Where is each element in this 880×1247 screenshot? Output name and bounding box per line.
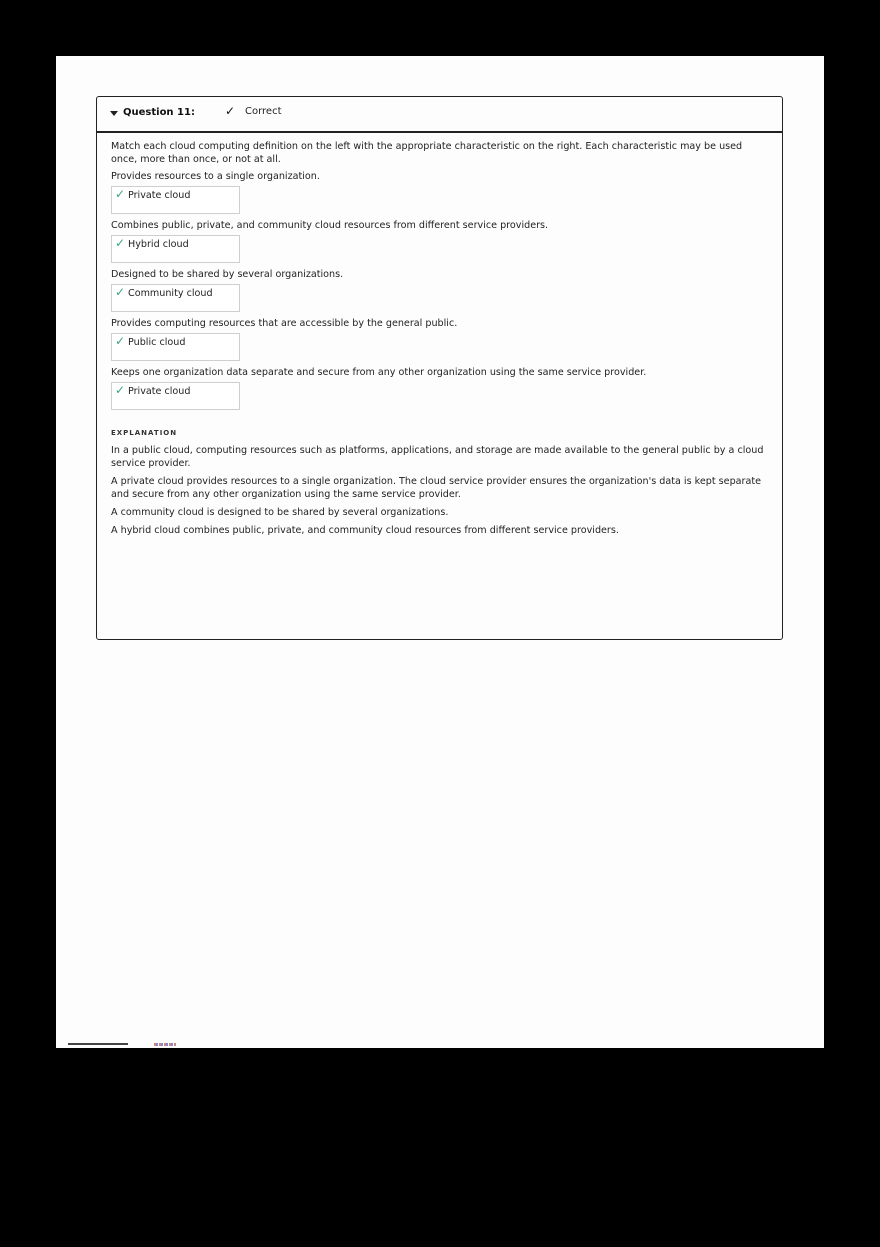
definition-text: Provides resources to a single organization. [111, 171, 320, 182]
explanation-paragraph: In a public cloud, computing resources such as platforms, applications, and storage are made available to the general public by a cloud service provider. [111, 445, 764, 469]
status-label: Correct [245, 106, 282, 117]
footer-artifact [154, 1043, 176, 1046]
question-body [97, 133, 782, 537]
definition-text: Provides computing resources that are accessible by the general public. [111, 318, 458, 329]
footer-rule [68, 1043, 128, 1045]
correct-check-icon: ✓ [115, 187, 126, 201]
question-header[interactable] [97, 97, 782, 133]
correct-check-icon: ✓ [115, 383, 126, 397]
definition-text: Combines public, private, and community cloud resources from different service providers. [111, 220, 549, 231]
answer-box[interactable] [111, 333, 240, 361]
correct-check-icon: ✓ [115, 236, 126, 250]
answer-label: Community cloud [128, 288, 213, 299]
answer-label: Private cloud [128, 190, 191, 201]
explanation-paragraph: A private cloud provides resources to a single organization. The cloud service provider ensures the organization's data is kept separate and secure from any other organization using the same service provider. [111, 476, 762, 500]
explanation-heading: EXPLANATION [111, 429, 178, 437]
answer-box[interactable] [111, 284, 240, 312]
explanation-paragraph: A community cloud is designed to be shared by several organizations. [111, 507, 449, 518]
checkmark-icon: ✓ [225, 104, 236, 118]
answer-label: Public cloud [128, 337, 186, 348]
explanation-paragraph: A hybrid cloud combines public, private, and community cloud resources from different service providers. [111, 525, 619, 536]
answer-box[interactable] [111, 186, 240, 214]
answer-label: Hybrid cloud [128, 239, 189, 250]
definition-text: Keeps one organization data separate and secure from any other organization using the same service provider. [111, 367, 647, 378]
document-page [56, 56, 824, 1048]
correct-check-icon: ✓ [115, 285, 126, 299]
answer-box[interactable] [111, 382, 240, 410]
answer-label: Private cloud [128, 386, 191, 397]
question-title: Question 11: [123, 107, 195, 118]
instructions: Match each cloud computing definition on the left with the appropriate characteristic on the right. Each characteristic may be used once, more than once, or not at all. [111, 141, 743, 165]
caret-down-icon[interactable] [110, 111, 118, 116]
definition-text: Designed to be shared by several organizations. [111, 269, 344, 280]
answer-box[interactable] [111, 235, 240, 263]
question-card [96, 96, 783, 640]
correct-check-icon: ✓ [115, 334, 126, 348]
